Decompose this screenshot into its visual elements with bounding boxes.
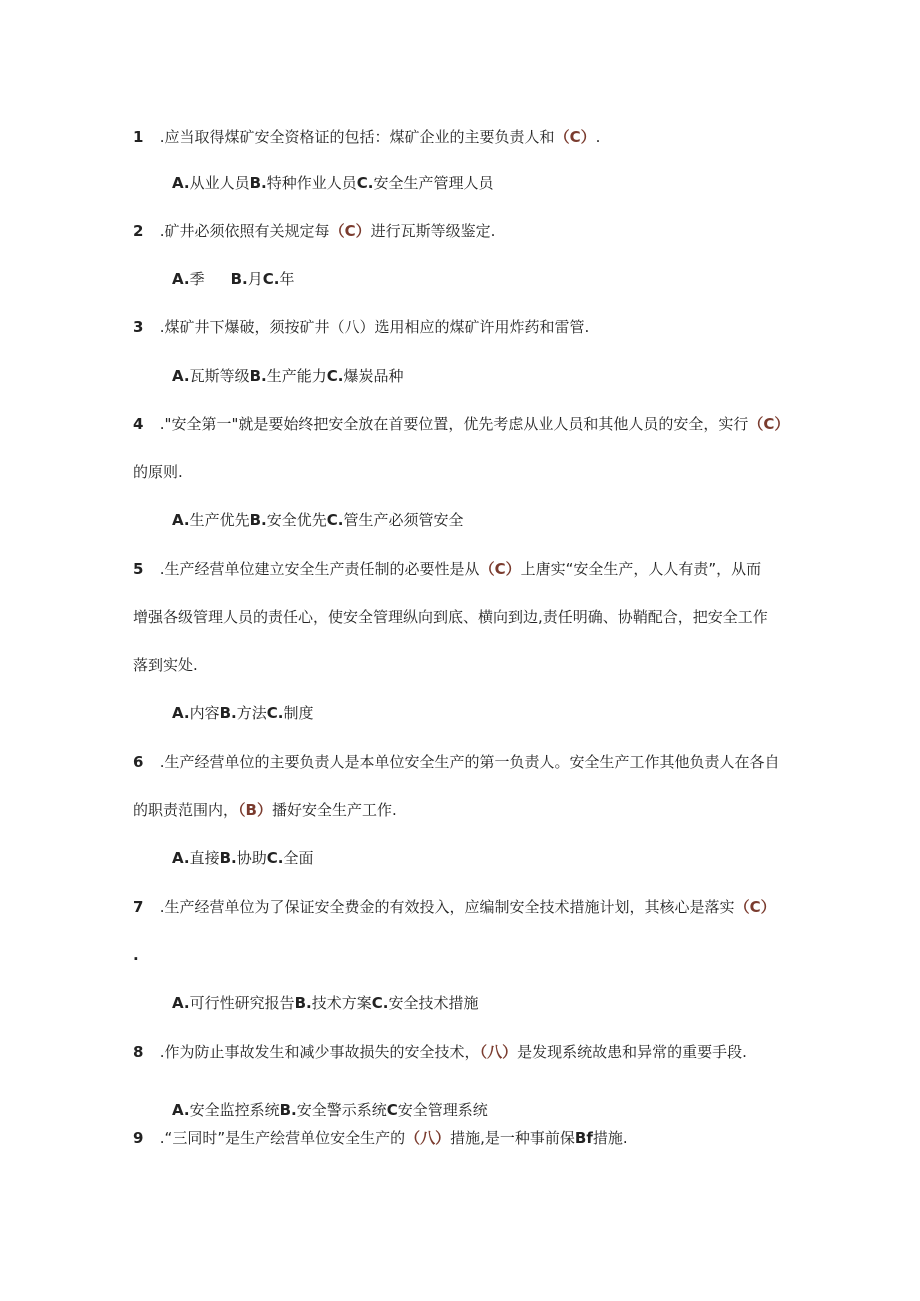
option-c: 制度 bbox=[283, 704, 314, 722]
option-a: 直接 bbox=[189, 849, 220, 867]
option-c: 爆炭品种 bbox=[343, 367, 404, 385]
question-text-cont: 的职责范围内， bbox=[133, 801, 239, 819]
option-a: 从业人员 bbox=[189, 174, 250, 192]
question-text-end: . bbox=[595, 128, 601, 146]
options-4 bbox=[172, 510, 464, 530]
question-number: 6 bbox=[133, 753, 144, 771]
option-label-b: B. bbox=[230, 270, 248, 288]
question-number: 1 bbox=[133, 128, 144, 146]
option-label-c: C. bbox=[266, 704, 284, 722]
answer-marker: （八） bbox=[479, 1043, 518, 1061]
options-6 bbox=[172, 848, 314, 868]
option-a: 内容 bbox=[189, 704, 220, 722]
question-text-cont: . bbox=[133, 946, 139, 964]
option-label-a: A. bbox=[172, 994, 190, 1012]
option-a: 可行性研究报告 bbox=[189, 994, 295, 1012]
question-number: 8 bbox=[133, 1043, 144, 1061]
option-b: 方法 bbox=[236, 704, 267, 722]
answer-marker: （八） bbox=[405, 1129, 451, 1147]
question-text-end: 播好安全生产工作. bbox=[271, 801, 397, 819]
option-label-c: C. bbox=[326, 511, 344, 529]
question-text-end: 上唐实“安全生产，人人有责”，从而 bbox=[520, 560, 762, 578]
question-text-end: 进行瓦斯等级鉴定. bbox=[370, 222, 496, 240]
question-text: .生产经营单位为了保证安全费金的有效投入，应编制安全技术措施计划，其核心是落实 bbox=[159, 898, 735, 916]
question-text-bold: Bf bbox=[574, 1129, 593, 1147]
question-1 bbox=[133, 127, 600, 147]
option-c: 全面 bbox=[283, 849, 314, 867]
question-text: .生产经营单位的主要负责人是本单位安全生产的第一负责人。安全生产工作其他负责人在各自 bbox=[159, 753, 780, 771]
question-7 bbox=[133, 897, 776, 917]
answer-marker: （C） bbox=[554, 128, 596, 146]
option-c: 年 bbox=[279, 270, 295, 288]
question-text: .生产经营单位建立安全生产责任制的必要性是从 bbox=[159, 560, 480, 578]
question-number: 4 bbox=[133, 415, 144, 433]
option-a: 瓦斯等级 bbox=[189, 367, 250, 385]
question-3 bbox=[133, 317, 589, 337]
option-label-c: C. bbox=[371, 994, 389, 1012]
answer-marker: （C） bbox=[734, 898, 776, 916]
option-label-b: B. bbox=[219, 704, 237, 722]
option-label-c: C bbox=[386, 1101, 398, 1119]
options-5 bbox=[172, 703, 314, 723]
options-1 bbox=[172, 173, 494, 193]
answer-marker: （C） bbox=[479, 560, 521, 578]
question-9 bbox=[133, 1128, 628, 1148]
option-b: 月 bbox=[247, 270, 263, 288]
option-label-b: B. bbox=[249, 511, 267, 529]
option-label-a: A. bbox=[172, 270, 190, 288]
answer-marker: （B） bbox=[238, 801, 272, 819]
question-text-mid: 措施,是一种事前保 bbox=[450, 1129, 575, 1147]
question-2 bbox=[133, 221, 495, 241]
question-4-continuation bbox=[133, 462, 183, 482]
question-text: .矿井必须依照有关规定每 bbox=[159, 222, 330, 240]
option-c: 安全生产管理人员 bbox=[373, 174, 494, 192]
question-text: .应当取得煤矿安全资格证的包括：煤矿企业的主要负责人和 bbox=[159, 128, 555, 146]
option-label-c: C. bbox=[262, 270, 280, 288]
option-label-a: A. bbox=[172, 511, 190, 529]
option-c: 安全管理系统 bbox=[397, 1101, 488, 1119]
question-text-end: 措施. bbox=[592, 1129, 628, 1147]
option-b: 协助 bbox=[236, 849, 267, 867]
answer-marker: （C） bbox=[748, 415, 790, 433]
option-label-a: A. bbox=[172, 704, 190, 722]
option-b: 安全优先 bbox=[266, 511, 327, 529]
question-number: 9 bbox=[133, 1129, 144, 1147]
option-b: 安全警示系统 bbox=[296, 1101, 387, 1119]
answer-marker: （C） bbox=[329, 222, 371, 240]
option-label-b: B. bbox=[249, 367, 267, 385]
options-3 bbox=[172, 366, 404, 386]
question-text-end: 是发现系统故患和异常的重要手段. bbox=[517, 1043, 747, 1061]
question-text-cont: 落到实处. bbox=[133, 656, 198, 674]
option-b: 生产能力 bbox=[266, 367, 327, 385]
option-label-b: B. bbox=[249, 174, 267, 192]
option-label-b: B. bbox=[219, 849, 237, 867]
question-4 bbox=[133, 414, 789, 434]
option-c: 管生产必须管安全 bbox=[343, 511, 464, 529]
option-label-a: A. bbox=[172, 1101, 190, 1119]
options-8 bbox=[172, 1100, 488, 1120]
option-a: 季 bbox=[189, 270, 205, 288]
question-text: ."安全第一"就是要始终把安全放在首要位置，优先考虑从业人员和其他人员的安全，实行 bbox=[159, 415, 749, 433]
question-6 bbox=[133, 752, 780, 772]
option-b: 技术方案 bbox=[311, 994, 372, 1012]
question-5 bbox=[133, 559, 761, 579]
option-label-c: C. bbox=[266, 849, 284, 867]
option-label-a: A. bbox=[172, 174, 190, 192]
question-text: .作为防止事故发生和减少事故损失的安全技术， bbox=[159, 1043, 480, 1061]
option-b: 特种作业人员 bbox=[266, 174, 357, 192]
question-5-continuation-2 bbox=[133, 655, 198, 675]
question-number: 7 bbox=[133, 898, 144, 916]
question-text-cont: 的原则. bbox=[133, 463, 183, 481]
option-c: 安全技术措施 bbox=[388, 994, 479, 1012]
question-text: .“三同时”是生产绘营单位安全生产的 bbox=[159, 1129, 406, 1147]
question-8 bbox=[133, 1042, 747, 1062]
option-label-b: B. bbox=[279, 1101, 297, 1119]
question-number: 2 bbox=[133, 222, 144, 240]
option-label-c: C. bbox=[326, 367, 344, 385]
question-number: 5 bbox=[133, 560, 144, 578]
question-number: 3 bbox=[133, 318, 144, 336]
option-a: 生产优先 bbox=[189, 511, 250, 529]
option-label-a: A. bbox=[172, 367, 190, 385]
option-a: 安全监控系统 bbox=[189, 1101, 280, 1119]
options-7 bbox=[172, 993, 479, 1013]
question-text-cont: 增强各级管理人员的责任心，使安全管理纵向到底、横向到边,责任明确、协鞘配合，把安全工作 bbox=[133, 608, 768, 626]
option-label-b: B. bbox=[294, 994, 312, 1012]
option-label-c: C. bbox=[356, 174, 374, 192]
question-5-continuation-1 bbox=[133, 607, 768, 627]
question-7-continuation bbox=[133, 945, 139, 965]
option-label-a: A. bbox=[172, 849, 190, 867]
options-2 bbox=[172, 269, 295, 289]
question-text: .煤矿井下爆破，须按矿井（八）选用相应的煤矿许用炸药和雷管. bbox=[159, 318, 590, 336]
question-6-continuation bbox=[133, 800, 397, 820]
